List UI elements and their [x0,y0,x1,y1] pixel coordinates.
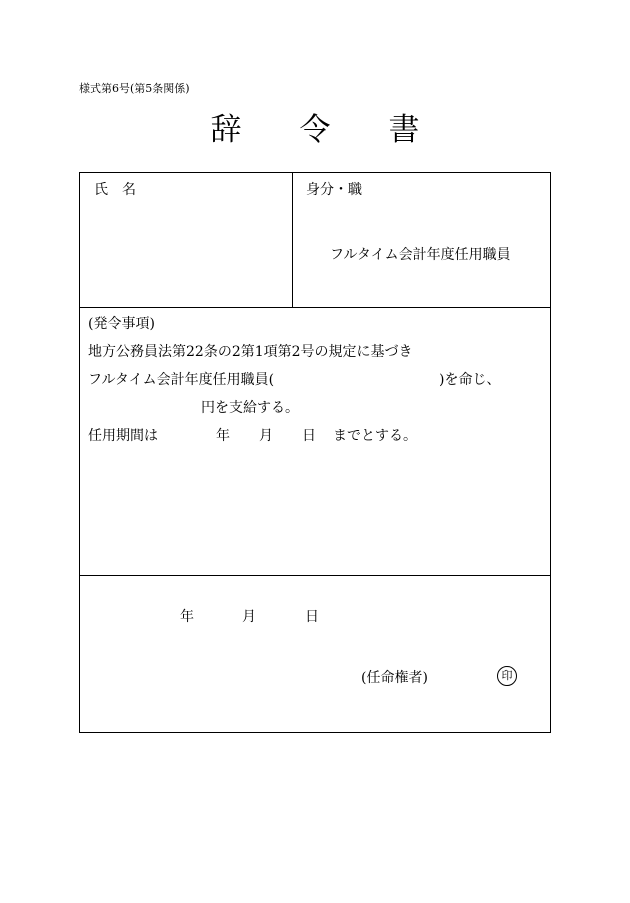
order-line-1: 地方公務員法第22条の2第1項第2号の規定に基づき [88,344,413,360]
document-title: 辞令書 [210,112,478,148]
issue-day: 日 [305,609,319,625]
name-status-divider [292,173,293,307]
term-suffix: までとする。 [333,428,417,444]
term-month: 月 [259,428,273,444]
appointment-form-table [79,172,551,733]
order-line-2-suffix: )を命じ、 [439,372,501,388]
order-line-3: 円を支給する。 [201,400,299,416]
form-number-label: 様式第6号(第5条関係) [79,82,190,95]
issue-month: 月 [242,609,256,625]
term-day: 日 [302,428,316,444]
status-label: 身分・職 [306,182,362,198]
authority-label: (任命権者) [361,670,428,686]
order-section-label: (発令事項) [88,316,155,332]
row-divider-2 [80,575,550,576]
term-year: 年 [216,428,230,444]
term-label: 任用期間は [88,428,158,444]
status-value: フルタイム会計年度任用職員 [330,247,511,263]
order-line-2-prefix: フルタイム会計年度任用職員( [88,372,275,388]
name-label: 氏 名 [94,182,136,198]
row-divider-1 [80,307,550,308]
seal-icon: 印 [497,666,517,686]
issue-year: 年 [180,609,194,625]
